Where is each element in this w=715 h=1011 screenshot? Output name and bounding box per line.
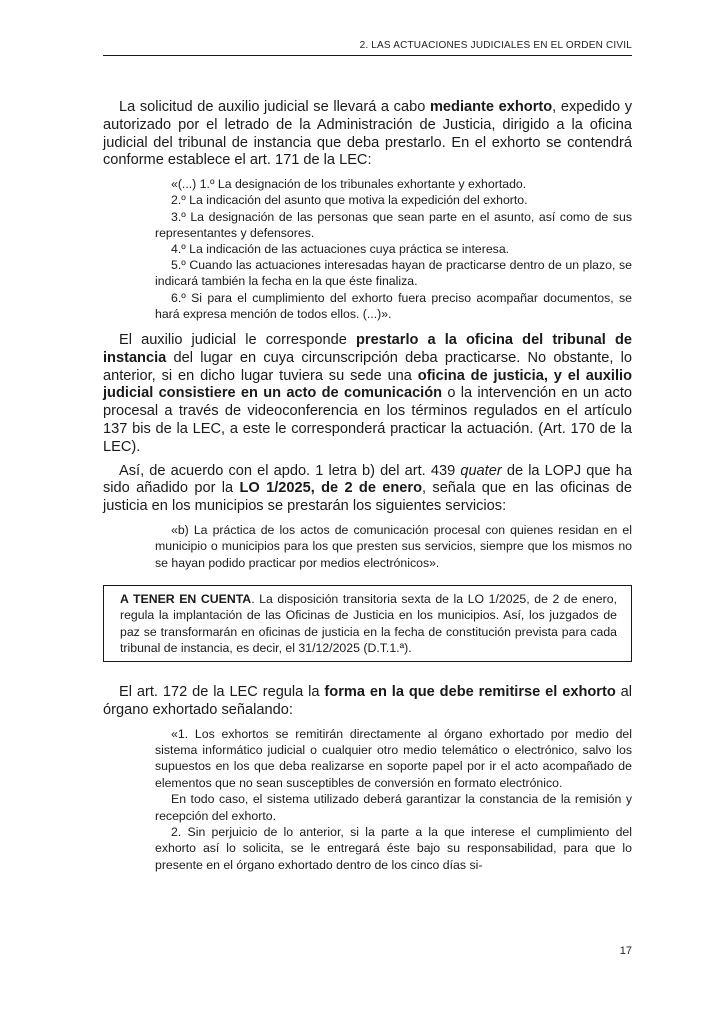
quote-line: 2. Sin perjuicio de lo anterior, si la parte a la que interese el cumplimiento del exhorto así lo solicita, se le entregará éste bajo su responsabilidad, para que lo presente en el órgano exhortado dentro de los cinco días si- <box>155 825 632 872</box>
text-run: Así, de acuerdo con el apdo. 1 letra b) del art. 439 <box>119 462 461 479</box>
paragraph-art-172 <box>103 684 632 720</box>
quote-line: «1. Los exhortos se remitirán directamente al órgano exhortado por medio del sistema informático judicial o cualquier otro medio telemático o electrónico, salvo los supuestos en los que deba realizarse en soporte papel por ir el acto acompañado de elementos que no sean susceptibles de conversión en formato electrónico. <box>155 726 632 790</box>
quote-lopj <box>155 522 632 571</box>
text-run: de la LOPJ que ha sido añadido por la <box>103 462 632 497</box>
quote-line: En todo caso, el sistema utilizado deberá garantizar la constancia de la remisión y recepción del exhorto. <box>155 792 632 823</box>
quote-line: 2.º La indicación del asunto que motiva la expedición del exhorto. <box>171 193 528 208</box>
text-run: del lugar en cuya circunscripción deba practicarse. No obstante, lo anterior, si en dicho lugar tuviera su sede una <box>103 349 632 384</box>
italic-term: quater <box>460 462 502 479</box>
quote-line: 5.º Cuando las actuaciones interesadas hayan de practicarse dentro de un plazo, se indicará también la fecha en la que éste finaliza. <box>155 258 632 289</box>
paragraph-auxilio-judicial <box>103 332 632 457</box>
paragraph-lopj-439 <box>103 463 632 516</box>
bold-term: prestarlo a la oficina del tribunal de instancia <box>103 332 632 366</box>
quote-art-172 <box>155 726 632 874</box>
quote-line: 3.º La designación de las personas que sean parte en el asunto, así como de sus representantes y defensores. <box>155 209 632 240</box>
text-run: , señala que en las oficinas de justicia en los municipios se prestarán los siguientes servicios: <box>103 480 632 515</box>
bold-term: forma en la que debe remitirse el exhorto <box>324 684 616 701</box>
bold-term: LO 1/2025, de 2 de enero <box>239 480 423 497</box>
paragraph-exhorto-request <box>103 99 632 170</box>
note-label: A TENER EN CUENTA <box>120 592 252 607</box>
quote-line: «(...) 1.º La designación de los tribunales exhortante y exhortado. <box>171 177 527 192</box>
quote-line: 6.º Si para el cumplimiento del exhorto fuera preciso acompañar documentos, se hará expresa mención de todos ellos. (...)». <box>155 290 632 321</box>
quote-art-171 <box>155 176 632 322</box>
page-number: 17 <box>619 945 632 957</box>
note-text: . La disposición transitoria sexta de la LO 1/2025, de 2 de enero, regula la implantación de las Oficinas de Justicia en los municipios. Así, los juzgados de paz se transformarán en oficinas de justicia en la fecha de constitución prevista para cada tribunal de instancia, es decir, el 31/12/2025 (D.T.1.ª). <box>120 592 617 655</box>
text-run: o la intervención en un acto procesal a través de videoconferencia en los términos regulados en el artículo 137 bis de la LEC, a este le corresponderá practicar la actuación. (Art. 170 de la LEC). <box>103 385 633 455</box>
bold-term: mediante exhorto <box>429 99 553 115</box>
text-run: , expedido y autorizado por el letrado de la Administración de Justicia, dirigido a la oficina judicial del tribunal de instancia que deba prestarlo. En el exhorto se contendrá conforme establece el art. 171 de la LEC: <box>103 99 633 169</box>
text-run: El auxilio judicial le corresponde <box>119 332 356 349</box>
page-content <box>103 99 632 885</box>
running-header: 2. LAS ACTUACIONES JUDICIALES EN EL ORDEN CIVIL <box>103 40 632 56</box>
text-run: El art. 172 de la LEC regula la <box>119 684 325 701</box>
bold-term: oficina de justicia, y el auxilio judicial consistiere en un acto de comunicación <box>103 367 632 402</box>
text-run: La solicitud de auxilio judicial se llevará a cabo <box>119 99 430 115</box>
note-box <box>103 585 632 662</box>
quote-line: «b) La práctica de los actos de comunicación procesal con quienes residan en el municipio o municipios para los que presten sus servicios, siempre que los mismos no se hayan podido practicar por medios electrónicos». <box>155 522 632 570</box>
text-run: al órgano exhortado señalando: <box>103 684 632 718</box>
quote-line: 4.º La indicación de las actuaciones cuya práctica se interesa. <box>171 242 510 256</box>
